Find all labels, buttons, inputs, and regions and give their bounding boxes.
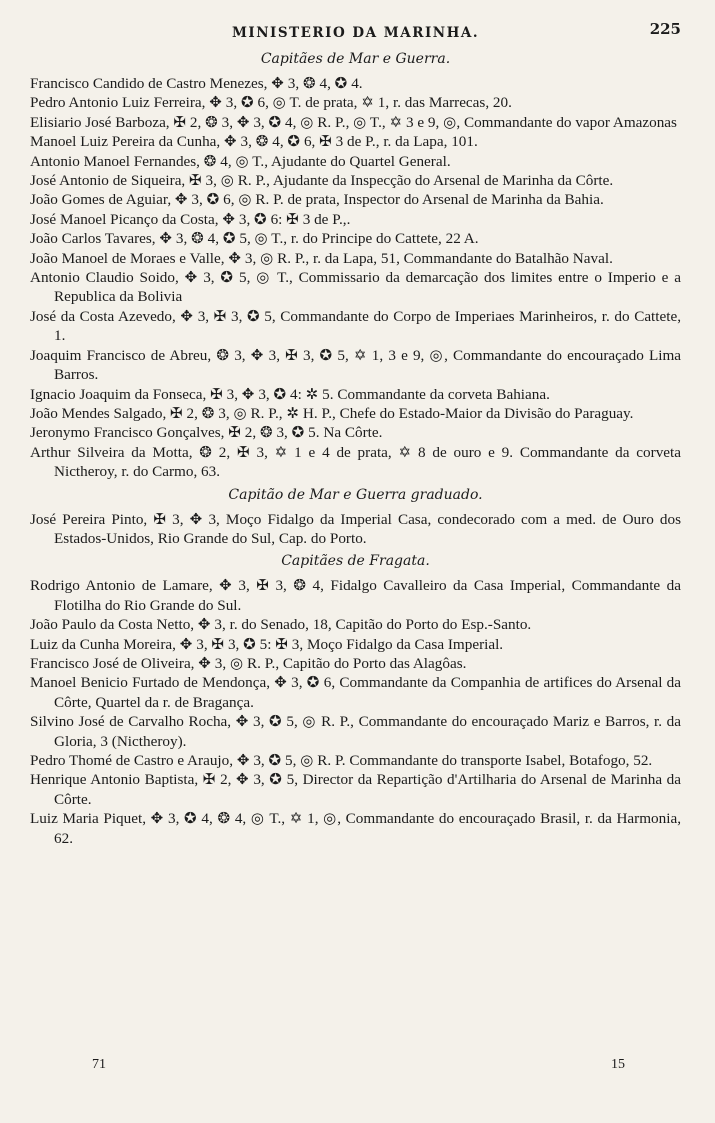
page-header [30, 22, 681, 46]
list-item: José Pereira Pinto, ✠ 3, ✥ 3, Moço Fidalgo da Imperial Casa, condecorado com a med. de Ouro dos Estados-Unidos, Rio Grande do Sul, Cap. do Porto. [30, 510, 681, 547]
section-title: Capitães de Fragata. [281, 553, 430, 570]
list-item: Manoel Luiz Pereira da Cunha, ✥ 3, ❂ 4, ✪ 6, ✠ 3 de P., r. da Lapa, 101. [30, 133, 478, 151]
list-item: Manoel Benicio Furtado de Mendonça, ✥ 3, ✪ 6, Commandante da Companhia de artifices do Arsenal da Côrte, Quartel da r. de Bragança. [30, 674, 681, 711]
list-item: José Manoel Picanço da Costa, ✥ 3, ✪ 6: ✠ 3 de P.,. [30, 210, 351, 228]
list-item: Antonio Manoel Fernandes, ❂ 4, ◎ T., Ajudante do Quartel General. [30, 152, 451, 170]
footer-signature-right: 15 [611, 1057, 625, 1072]
list-item: Arthur Silveira da Motta, ❂ 2, ✠ 3, ✡ 1 e 4 de prata, ✡ 8 de ouro e 9. Commandante da corveta Nictheroy, r. do Carmo, 63. [30, 443, 681, 481]
page-number: 225 [649, 20, 681, 38]
list-item: Luiz Maria Piquet, ✥ 3, ✪ 4, ❂ 4, ◎ T., ✡ 1, ◎, Commandante do encouraçado Brasil, r. da Harmonia, 62. [30, 810, 681, 847]
list-item: José Antonio de Siqueira, ✠ 3, ◎ R. P., Ajudante da Inspecção do Arsenal de Marinha da Côrte. [30, 172, 614, 190]
section-capitao-graduado [30, 486, 681, 549]
list-item: Jeronymo Francisco Gonçalves, ✠ 2, ❂ 3, ✪ 5. Na Côrte. [30, 424, 383, 442]
list-item: Pedro Antonio Luiz Ferreira, ✥ 3, ✪ 6, ◎ T. de prata, ✡ 1, r. das Marrecas, 20. [30, 94, 512, 112]
running-title: MINISTERIO DA MARINHA. [231, 25, 480, 41]
list-item: José da Costa Azevedo, ✥ 3, ✠ 3, ✪ 5, Commandante do Corpo de Imperiaes Marinheiros, r. do Cattete, 1. [30, 307, 681, 345]
section-capitaes-fragata [30, 552, 681, 848]
list-item: Pedro Thomé de Castro e Araujo, ✥ 3, ✪ 5, ◎ R. P. Commandante do transporte Isabel, Botafogo, 52. [30, 752, 653, 769]
list-item: João Gomes de Aguiar, ✥ 3, ✪ 6, ◎ R. P. de prata, Inspector do Arsenal de Marinha da Bahia. [30, 191, 604, 209]
list-item: João Carlos Tavares, ✥ 3, ❂ 4, ✪ 5, ◎ T., r. do Principe do Cattete, 22 A. [30, 230, 479, 248]
section-title: Capitão de Mar e Guerra graduado. [228, 486, 483, 503]
list-item: Ignacio Joaquim da Fonseca, ✠ 3, ✥ 3, ✪ 4: ✲ 5. Commandante da corveta Bahiana. [30, 385, 550, 403]
list-item: Francisco Candido de Castro Menezes, ✥ 3, ❂ 4, ✪ 4. [30, 75, 363, 92]
list-item: Luiz da Cunha Moreira, ✥ 3, ✠ 3, ✪ 5: ✠ 3, Moço Fidalgo da Casa Imperial. [30, 635, 504, 653]
list-item: Joaquim Francisco de Abreu, ❂ 3, ✥ 3, ✠ 3, ✪ 5, ✡ 1, 3 e 9, ◎, Commandante do encouraçado Lima Barros. [30, 346, 681, 384]
list-item: Francisco José de Oliveira, ✥ 3, ◎ R. P., Capitão do Porto das Alagôas. [30, 654, 467, 672]
list-item: João Mendes Salgado, ✠ 2, ❂ 3, ◎ R. P., ✲ H. P., Chefe do Estado-Maior da Divisão do Paraguay. [30, 404, 634, 422]
section-capitaes-mar-guerra [30, 50, 681, 482]
list-item: João Paulo da Costa Netto, ✥ 3, r. do Senado, 18, Capitão do Porto do Esp.-Santo. [30, 616, 532, 634]
list-item: Antonio Claudio Soido, ✥ 3, ✪ 5, ◎ T., Commissario da demarcação dos limites entre o Imperio e a Republica da Bolivia [30, 269, 681, 306]
page-footer [92, 1057, 625, 1073]
list-item: Elisiario José Barboza, ✠ 2, ❂ 3, ✥ 3, ✪ 4, ◎ R. P., ◎ T., ✡ 3 e 9, ◎, Commandante do vapor Amazonas [30, 113, 677, 131]
footer-signature-left: 71 [92, 1057, 106, 1072]
list-item: Silvino José de Carvalho Rocha, ✥ 3, ✪ 5, ◎ R. P., Commandante do encouraçado Mariz e Barros, r. da Gloria, 3 (Nictheroy). [30, 713, 681, 750]
list-item: João Manoel de Moraes e Valle, ✥ 3, ◎ R. P., r. da Lapa, 51, Commandante do Batalhão Naval. [30, 249, 613, 267]
section-title: Capitães de Mar e Guerra. [260, 51, 451, 67]
list-item: Rodrigo Antonio de Lamare, ✥ 3, ✠ 3, ❂ 4, Fidalgo Cavalleiro da Casa Imperial, Commandante da Flotilha do Rio Grande do Sul. [30, 577, 681, 614]
list-item: Henrique Antonio Baptista, ✠ 2, ✥ 3, ✪ 5, Director da Repartição d'Artilharia do Arsenal de Marinha da Côrte. [30, 771, 681, 808]
